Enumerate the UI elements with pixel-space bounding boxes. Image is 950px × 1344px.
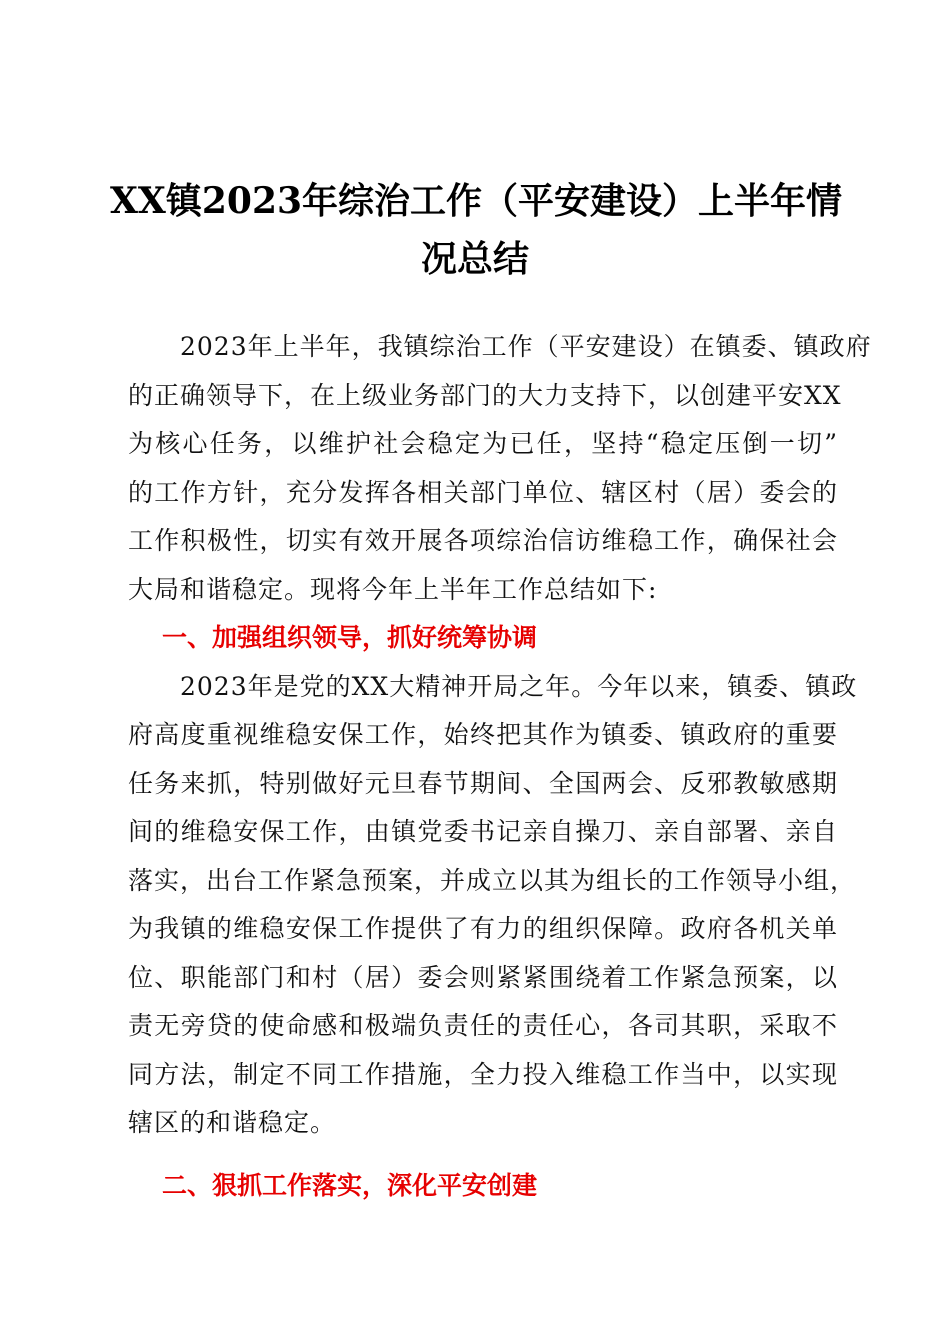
- paragraph-line: 落实，出台工作紧急预案，并成立以其为组长的工作领导小组，: [128, 865, 857, 895]
- paragraph-line: 工作积极性，切实有效开展各项综治信访维稳工作，确保社会: [128, 526, 838, 555]
- intro-paragraph: [128, 323, 872, 614]
- paragraph-line: 为我镇的维稳安保工作提供了有力的组织保障。政府各机关单: [128, 914, 838, 943]
- paragraph-line: 间的维稳安保工作，由镇党委书记亲自操刀、亲自部署、亲自: [128, 817, 838, 846]
- paragraph-line: 的工作方针，充分发挥各相关部门单位、辖区村（居）委会的: [128, 477, 838, 507]
- paragraph-line: 责无旁贷的使命感和极端负责任的责任心，各司其职，采取不: [128, 1011, 838, 1040]
- paragraph-line: 2023年是党的XX大精神开局之年。今年以来，镇委、镇政: [128, 671, 858, 701]
- paragraph-line: 2023年上半年，我镇综治工作（平安建设）在镇委、镇政府: [128, 332, 872, 361]
- paragraph-line: 大局和谐稳定。现将今年上半年工作总结如下:: [128, 574, 658, 604]
- section-heading-2: 二、狠抓工作落实，深化平安创建: [162, 1170, 538, 1200]
- paragraph-line: 同方法，制定不同工作措施，全力投入维稳工作当中，以实现: [128, 1059, 838, 1089]
- section-1-paragraph: [128, 663, 858, 1148]
- document-body: [128, 323, 872, 1210]
- title-line-2: 况总结: [420, 238, 529, 280]
- title-line-1: XX镇2023年综治工作（平安建设）上半年情: [110, 180, 843, 222]
- paragraph-line: 的正确领导下，在上级业务部门的大力支持下，以创建平安XX: [128, 380, 842, 410]
- paragraph-line: 位、职能部门和村（居）委会则紧紧围绕着工作紧急预案，以: [128, 962, 838, 992]
- paragraph-line: 任务来抓，特别做好元旦春节期间、全国两会、反邪教敏感期: [128, 768, 838, 798]
- paragraph-line: 为核心任务，以维护社会稳定为已任，坚持“稳定压倒一切”: [128, 429, 838, 458]
- paragraph-line: 辖区的和谐稳定。: [128, 1108, 337, 1137]
- paragraph-line: 府高度重视维稳安保工作，始终把其作为镇委、镇政府的重要: [128, 720, 838, 749]
- document-title: [110, 172, 843, 288]
- section-heading-1: 一、加强组织领导，抓好统筹协调: [162, 623, 538, 652]
